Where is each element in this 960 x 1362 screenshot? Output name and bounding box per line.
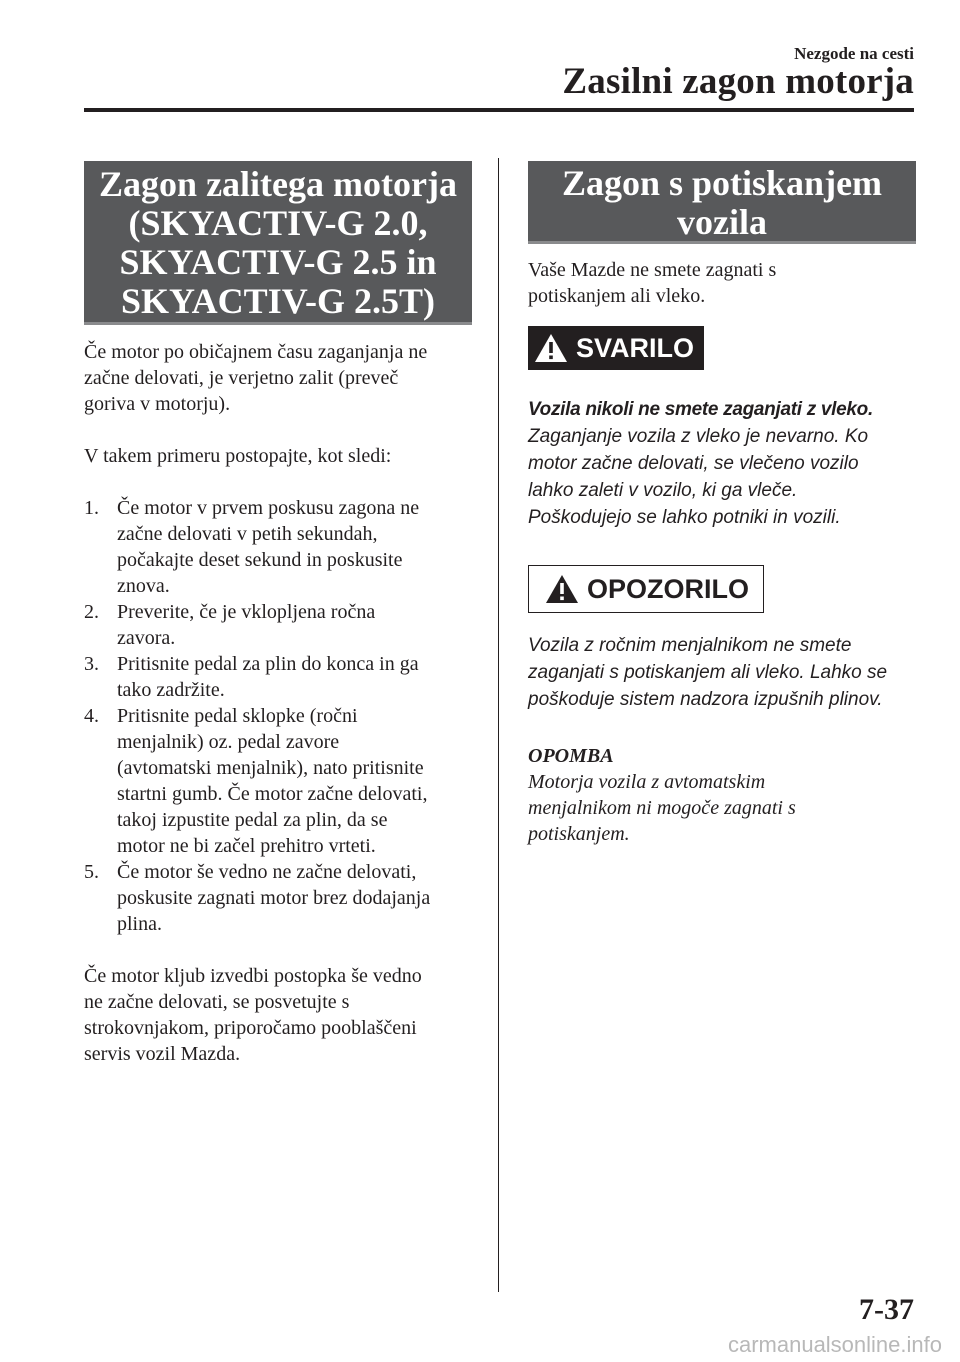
step-line: znova. <box>117 575 170 597</box>
caution-line: Vozila z ročnim menjalnikom ne smete <box>528 635 852 656</box>
step-line: Če motor še vedno ne začne delovati, <box>117 861 417 883</box>
step-item <box>84 859 472 937</box>
column-divider <box>498 158 499 1292</box>
warning-line: lahko zaleti v vozilo, ki ga vleče. <box>528 480 798 501</box>
step-line: motor ne bi začel prehitro vrteti. <box>117 835 376 857</box>
step-line: zavora. <box>117 627 176 649</box>
heading-line: SKYACTIV-G 2.5T) <box>120 281 436 321</box>
text-line: Če motor po običajnem času zaganjanja ne <box>84 341 428 363</box>
step-number: 2. <box>84 601 99 623</box>
caution-content <box>528 632 916 713</box>
step-line: Pritisnite pedal za plin do konca in ga <box>117 653 419 675</box>
caution-label: OPOZORILO <box>587 573 749 604</box>
warning-content <box>528 396 916 531</box>
caution-triangle-icon <box>545 574 579 604</box>
note-line: potiskanjem. <box>528 823 630 845</box>
heading-line: Zagon s potiskanjem <box>561 163 883 203</box>
step-line: (avtomatski menjalnik), nato pritisnite <box>117 757 424 779</box>
step-line: Preverite, če je vklopljena ročna <box>117 601 376 623</box>
text-line: servis vozil Mazda. <box>84 1043 241 1065</box>
intro-paragraph <box>84 339 472 417</box>
step-line: Če motor v prvem poskusu zagona ne <box>117 497 420 519</box>
step-line: tako zadržite. <box>117 679 225 701</box>
chapter-label: Nezgode na cesti <box>794 44 914 63</box>
warning-badge <box>528 326 704 370</box>
note-block <box>528 743 916 847</box>
step-number: 5. <box>84 861 99 883</box>
heading-line: (SKYACTIV-G 2.0, <box>128 203 428 243</box>
warning-line: Poškodujejo se lahko potniki in vozili. <box>528 507 841 528</box>
section-heading-flooded-engine <box>84 161 472 325</box>
step-line: menjalnik) oz. pedal zavore <box>117 731 340 753</box>
warning-triangle-icon <box>534 333 568 363</box>
warning-line: Zaganjanje vozila z vleko je nevarno. Ko <box>528 426 869 447</box>
procedure-steps <box>84 495 472 937</box>
warning-line: motor začne delovati, se vlečeno vozilo <box>528 453 859 474</box>
step-line: začne delovati v petih sekundah, <box>117 523 378 545</box>
note-line: menjalnikom ni mogoče zagnati s <box>528 797 796 819</box>
caution-line: poškoduje sistem nadzora izpušnih plinov. <box>528 689 883 710</box>
intro-paragraph <box>528 257 916 309</box>
step-item <box>84 599 472 651</box>
closing-paragraph <box>84 963 472 1067</box>
heading-line: vozila <box>677 202 767 242</box>
step-number: 1. <box>84 497 99 519</box>
page-title: Zasilni zagon motorja <box>562 61 914 102</box>
step-line: startni gumb. Če motor začne delovati, <box>117 783 428 805</box>
page-number: 7-37 <box>859 1293 914 1326</box>
step-line: plina. <box>117 913 162 935</box>
step-number: 4. <box>84 705 99 727</box>
text-line: Če motor kljub izvedbi postopka še vedno <box>84 965 422 987</box>
text-line: goriva v motorju). <box>84 393 231 415</box>
step-item <box>84 495 472 599</box>
caution-line: zaganjati s potiskanjem ali vleko. Lahko se <box>528 662 888 683</box>
caution-badge <box>528 565 764 613</box>
text-line: ne začne delovati, se posvetujte s <box>84 991 350 1013</box>
text-line: začne delovati, je verjetno zalit (preveč <box>84 367 399 389</box>
step-line: takoj izpustite pedal za plin, da se <box>117 809 388 831</box>
step-line: Pritisnite pedal sklopke (ročni <box>117 705 358 727</box>
note-label: OPOMBA <box>528 745 614 767</box>
step-item <box>84 651 472 703</box>
text-line: potiskanjem ali vleko. <box>528 285 706 307</box>
step-item <box>84 703 472 859</box>
procedure-lead: V takem primeru postopajte, kot sledi: <box>84 445 392 467</box>
site-watermark: carmanualsonline.info <box>727 1332 942 1357</box>
step-line: počakajte deset sekund in poskusite <box>117 549 403 571</box>
heading-line: Zagon zalitega motorja <box>99 164 457 204</box>
heading-line: SKYACTIV-G 2.5 in <box>119 242 437 282</box>
step-number: 3. <box>84 653 99 675</box>
warning-title: Vozila nikoli ne smete zaganjati z vleko. <box>528 399 873 420</box>
step-line: poskusite zagnati motor brez dodajanja <box>117 887 431 909</box>
header-rule <box>84 108 914 112</box>
note-line: Motorja vozila z avtomatskim <box>528 771 766 793</box>
right-column <box>528 161 916 847</box>
section-heading-push-start <box>528 161 916 244</box>
left-column <box>84 161 472 1067</box>
text-line: strokovnjakom, priporočamo pooblaščeni <box>84 1017 417 1039</box>
text-line: Vaše Mazde ne smete zagnati s <box>528 259 777 281</box>
warning-label: SVARILO <box>576 332 695 363</box>
